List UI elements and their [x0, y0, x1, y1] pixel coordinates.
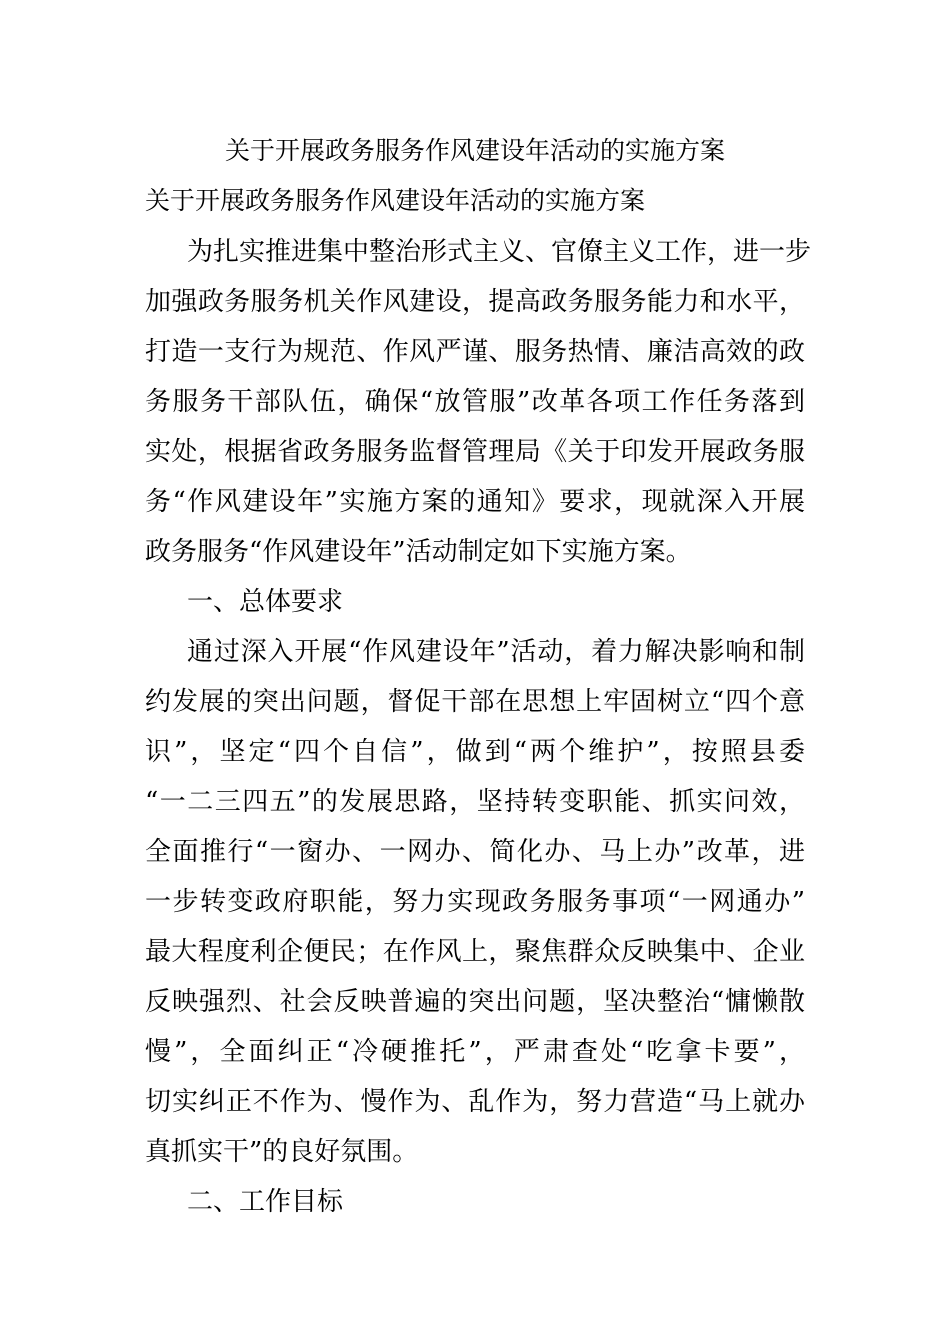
intro-paragraph-line: 打造一支行为规范、作风严谨、服务热情、廉洁高效的政 [145, 337, 805, 367]
section1-paragraph-line: 真抓实干”的良好氛围。 [145, 1137, 419, 1167]
section1-paragraph-line: 一步转变政府职能，努力实现政务服务事项“一网通办” [145, 887, 805, 917]
section-heading-work-goals: 二、工作目标 [187, 1187, 344, 1217]
section1-paragraph-line: 识”，坚定“四个自信”，做到“两个维护”，按照县委 [145, 737, 805, 767]
intro-paragraph-line: 务“作风建设年”实施方案的通知》要求，现就深入开展 [145, 487, 805, 517]
intro-paragraph-line: 务服务干部队伍，确保“放管服”改革各项工作任务落到 [145, 387, 805, 417]
section1-paragraph-line: 通过深入开展“作风建设年”活动，着力解决影响和制 [187, 637, 805, 667]
section1-paragraph-line: 全面推行“一窗办、一网办、简化办、马上办”改革，进 [145, 837, 805, 867]
section1-paragraph-line: 慢”，全面纠正“冷硬推托”，严肃查处“吃拿卡要”， [145, 1037, 805, 1067]
section-heading-general-requirements: 一、总体要求 [187, 587, 344, 617]
section1-paragraph-line: 约发展的突出问题，督促干部在思想上牢固树立“四个意 [145, 687, 805, 717]
section1-paragraph-line: 切实纠正不作为、慢作为、乱作为，努力营造“马上就办 [145, 1087, 805, 1117]
intro-paragraph-line: 政务服务“作风建设年”活动制定如下实施方案。 [145, 537, 692, 567]
document-title: 关于开展政务服务作风建设年活动的实施方案 [224, 136, 725, 165]
document-subtitle: 关于开展政务服务作风建设年活动的实施方案 [145, 186, 646, 215]
intro-paragraph-line: 实处，根据省政务服务监督管理局《关于印发开展政务服 [145, 437, 805, 467]
section1-paragraph-line: 最大程度利企便民；在作风上，聚焦群众反映集中、企业 [145, 937, 805, 967]
intro-paragraph-line: 为扎实推进集中整治形式主义、官僚主义工作，进一步 [187, 237, 812, 267]
section1-paragraph-line: “一二三四五”的发展思路，坚持转变职能、抓实问效， [145, 787, 805, 817]
section1-paragraph-line: 反映强烈、社会反映普遍的突出问题，坚决整治“慵懒散 [145, 987, 805, 1017]
intro-paragraph-line: 加强政务服务机关作风建设，提高政务服务能力和水平， [145, 287, 805, 317]
